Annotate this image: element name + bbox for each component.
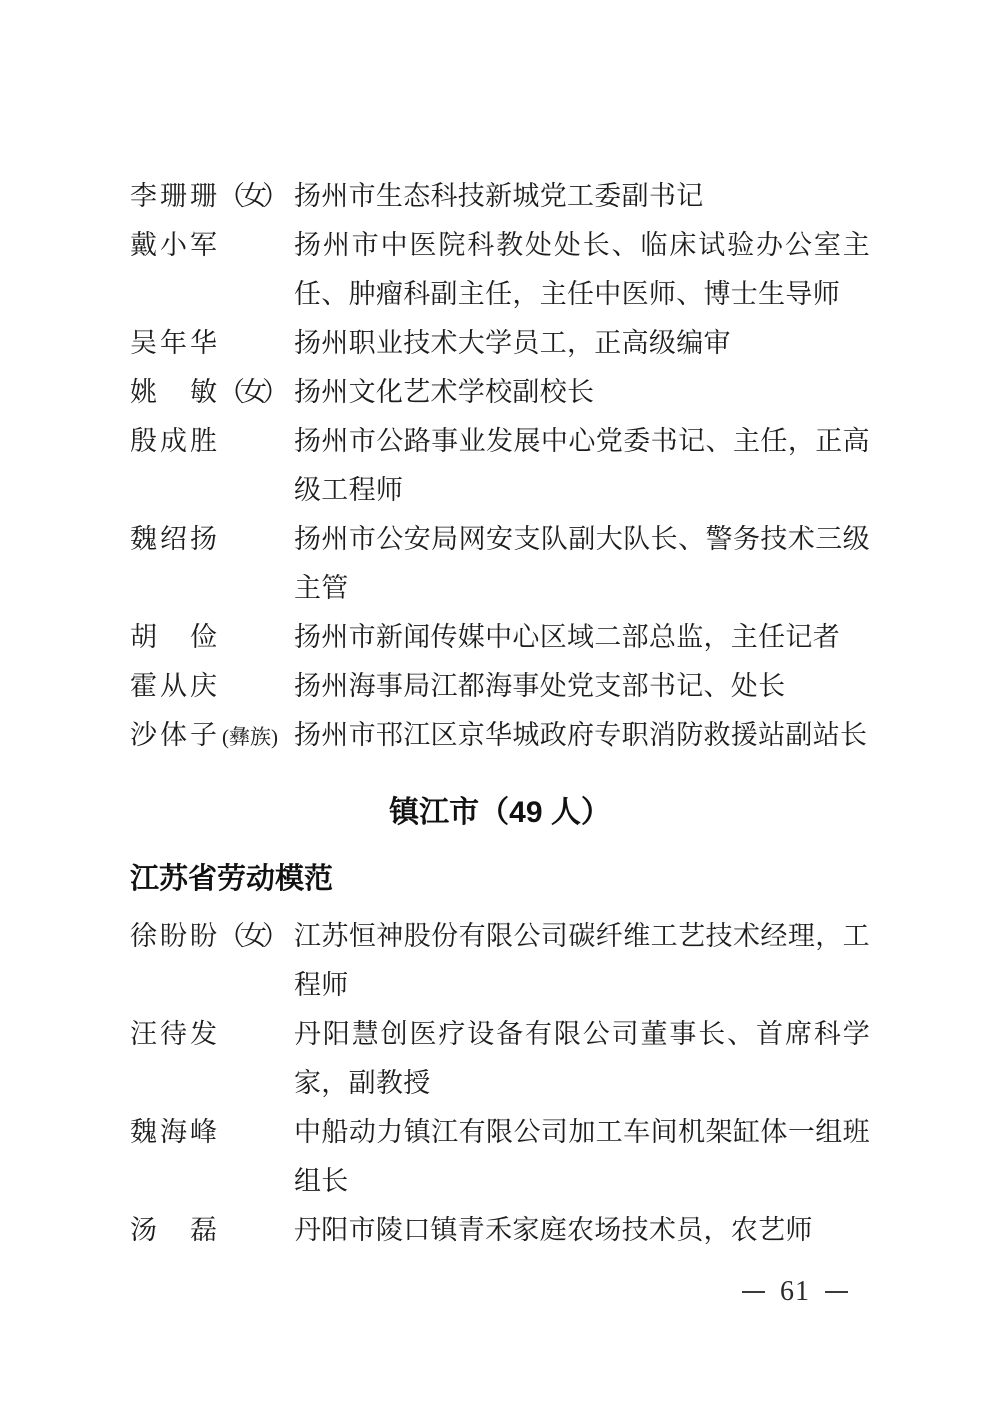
footer-dash-left — [742, 1291, 765, 1293]
person-description: 扬州海事局江都海事处党支部书记、处长 — [294, 671, 786, 701]
person-entry-row — [130, 417, 870, 515]
person-name: 胡 俭 — [130, 622, 220, 652]
person-name-cell — [130, 613, 294, 662]
person-name-cell — [130, 1108, 294, 1157]
page-number: 61 — [780, 1276, 810, 1307]
person-entry-row — [130, 515, 870, 613]
person-name-cell — [130, 417, 294, 466]
person-entry-row — [130, 221, 870, 319]
person-name: 吴年华 — [130, 328, 220, 358]
person-name-cell — [130, 319, 294, 368]
section-heading-zhenjiang: 镇江市（49 人） — [389, 796, 611, 829]
person-entry-row — [130, 613, 870, 662]
gender-annotation: （女） — [218, 377, 284, 407]
person-name-cell — [130, 1010, 294, 1059]
person-description: 扬州市公安局网安支队副大队长、警务技术三级主管 — [294, 524, 870, 603]
person-name-cell — [130, 172, 294, 221]
person-entry-row — [130, 662, 870, 711]
person-name-cell — [130, 368, 294, 417]
person-name: 殷成胜 — [130, 426, 220, 456]
person-name: 姚 敏 — [130, 377, 220, 407]
person-description: 扬州市生态科技新城党工委副书记 — [294, 181, 704, 211]
person-name: 魏绍扬 — [130, 524, 220, 554]
person-name-cell — [130, 221, 294, 270]
footer-dash-right — [825, 1291, 848, 1293]
person-description: 中船动力镇江有限公司加工车间机架缸体一组班组长 — [294, 1117, 870, 1196]
gender-annotation: （女） — [218, 181, 284, 211]
person-entry-row — [130, 1010, 870, 1108]
person-entry-row — [130, 711, 870, 762]
yangzhou-entry-list — [130, 172, 870, 762]
person-description: 扬州市中医院科教处处长、临床试验办公室主任、肿瘤科副主任，主任中医师、博士生导师 — [294, 230, 870, 309]
person-name: 李珊珊 — [130, 181, 220, 211]
person-name: 霍从庆 — [130, 671, 220, 701]
person-description: 扬州文化艺术学校副校长 — [294, 377, 595, 407]
person-description: 丹阳市陵口镇青禾家庭农场技术员，农艺师 — [294, 1215, 813, 1245]
person-entry-row — [130, 1206, 870, 1255]
person-name-cell — [130, 662, 294, 711]
ethnicity-annotation: (彝族) — [222, 725, 278, 749]
person-entry-row — [130, 368, 870, 417]
person-description: 江苏恒神股份有限公司碳纤维工艺技术经理，工程师 — [294, 921, 870, 1000]
person-name-cell — [130, 515, 294, 564]
person-entry-row — [130, 319, 870, 368]
person-description: 扬州市新闻传媒中心区域二部总监，主任记者 — [294, 622, 840, 652]
person-name: 徐盼盼 — [130, 921, 220, 951]
person-name-cell — [130, 1206, 294, 1255]
person-description: 扬州市公路事业发展中心党委书记、主任，正高级工程师 — [294, 426, 870, 505]
person-description: 丹阳慧创医疗设备有限公司董事长、首席科学家，副教授 — [294, 1019, 870, 1098]
person-entry-row — [130, 172, 870, 221]
person-name: 沙体子 — [130, 720, 220, 750]
person-name: 戴小军 — [130, 230, 220, 260]
person-name: 汤 磊 — [130, 1215, 220, 1245]
award-subheading-labor-model: 江苏省劳动模范 — [130, 863, 334, 895]
zhenjiang-entry-list — [130, 912, 870, 1255]
person-description: 扬州市邗江区京华城政府专职消防救援站副站长 — [294, 720, 868, 750]
person-entry-row — [130, 912, 870, 1010]
person-name: 魏海峰 — [130, 1117, 220, 1147]
person-name-cell — [130, 711, 294, 762]
person-name-cell — [130, 912, 294, 961]
gender-annotation: （女） — [218, 921, 284, 951]
person-entry-row — [130, 1108, 870, 1206]
page-footer — [742, 1276, 848, 1308]
person-name: 汪待发 — [130, 1019, 220, 1049]
person-description: 扬州职业技术大学员工，正高级编审 — [294, 328, 731, 358]
